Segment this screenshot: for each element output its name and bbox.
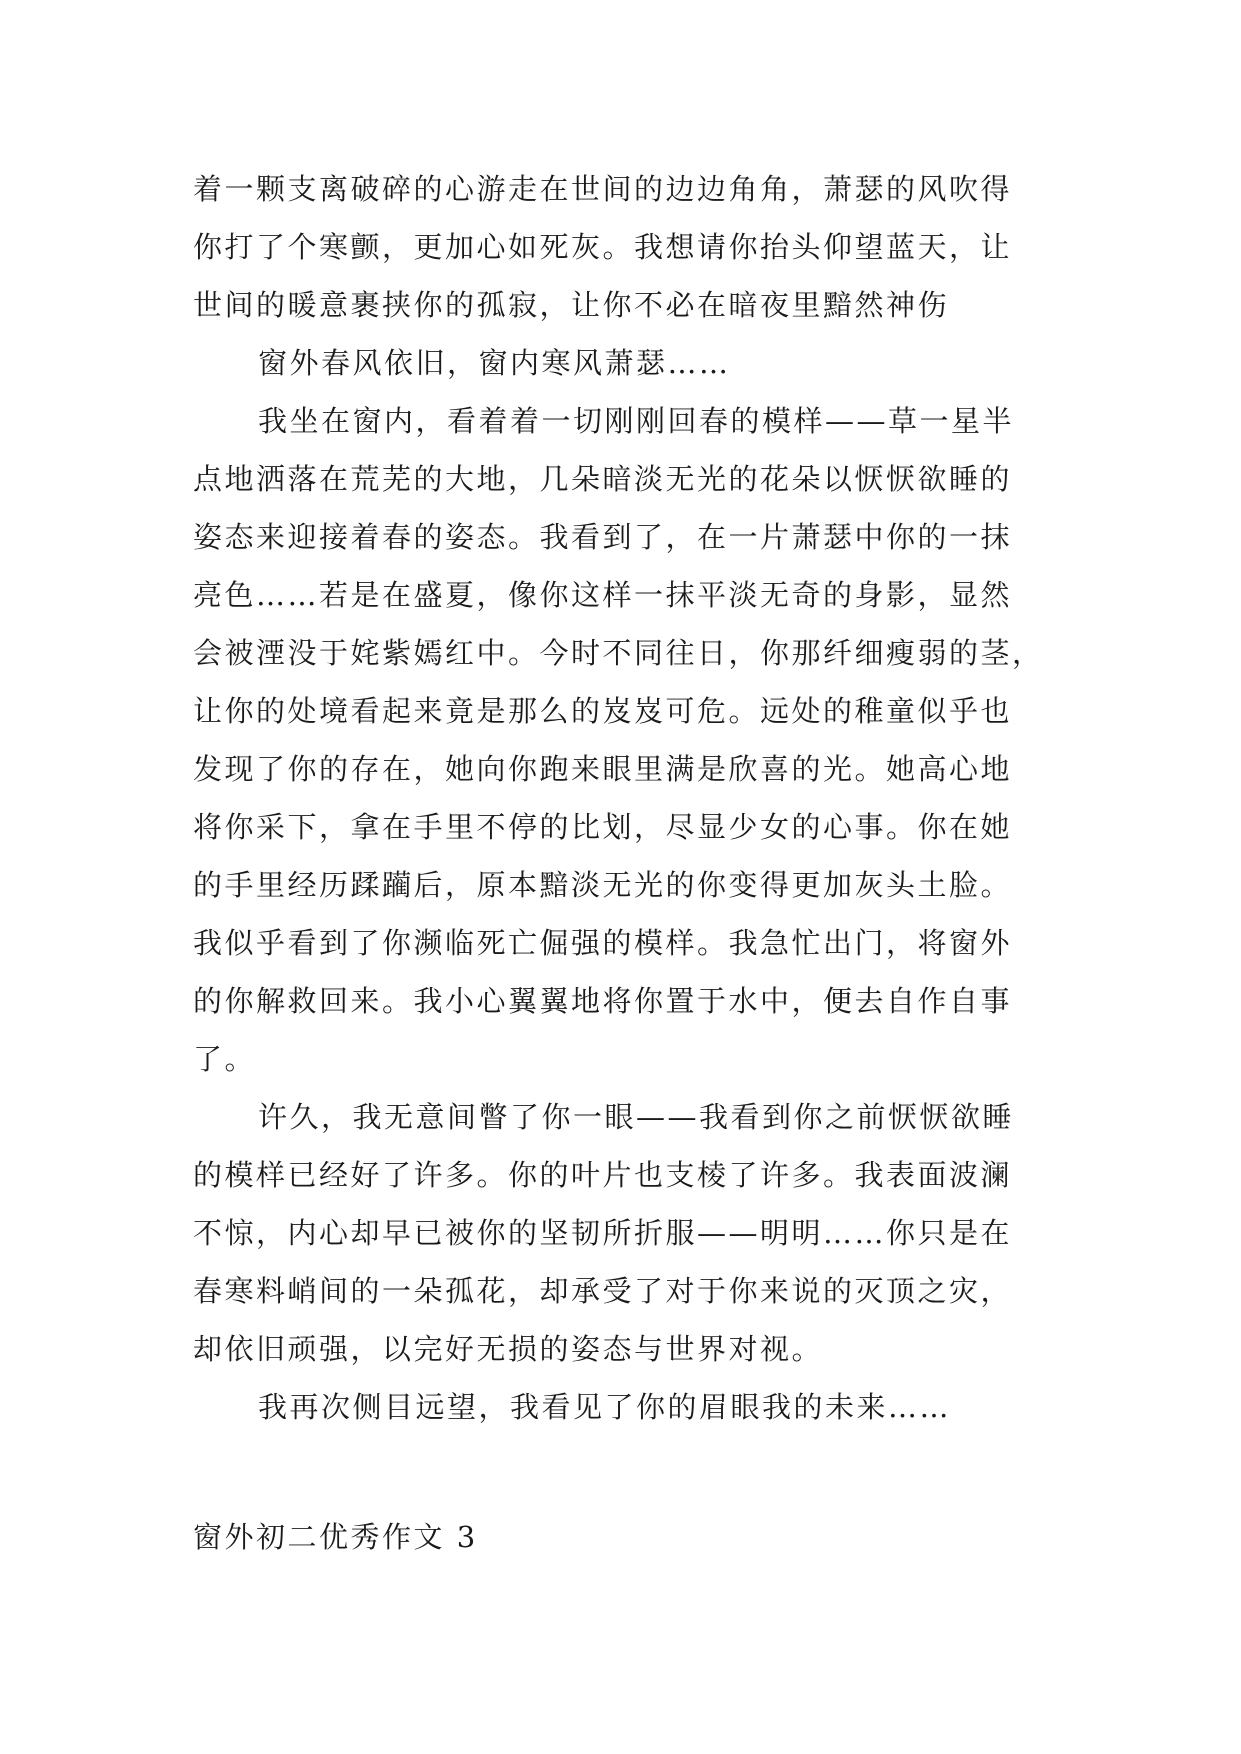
essay-body bbox=[193, 160, 1073, 1436]
text-line: 点地洒落在荒芜的大地，几朵暗淡无光的花朵以恹恹欲睡的 bbox=[193, 462, 1013, 496]
text-line: 窗外春风依旧，窗内寒风萧瑟…… bbox=[258, 346, 731, 380]
text-line: 的模样已经好了许多。你的叶片也支棱了许多。我表面波澜 bbox=[193, 1158, 1013, 1192]
text-line: 的手里经历蹂躏后，原本黯淡无光的你变得更加灰头土脸。 bbox=[193, 868, 1013, 902]
text-line: 不惊，内心却早已被你的坚韧所折服——明明……你只是在 bbox=[193, 1216, 1013, 1250]
text-line: 了。 bbox=[193, 1042, 257, 1076]
text-line: 我似乎看到了你濒临死亡倔强的模样。我急忙出门，将窗外 bbox=[193, 926, 1013, 960]
text-line: 让你的处境看起来竟是那么的岌岌可危。远处的稚童似乎也 bbox=[193, 694, 1013, 728]
text-line: 着一颗支离破碎的心游走在世间的边边角角，萧瑟的风吹得 bbox=[193, 172, 1013, 206]
text-line: 春寒料峭间的一朵孤花，却承受了对于你来说的灭顶之灾， bbox=[193, 1274, 1013, 1308]
text-line: 发现了你的存在，她向你跑来眼里满是欣喜的光。她高心地 bbox=[193, 752, 1013, 786]
section-title: 窗外初二优秀作文 3 bbox=[193, 1520, 478, 1554]
text-line: 却依旧顽强，以完好无损的姿态与世界对视。 bbox=[193, 1332, 824, 1366]
text-line: 我再次侧目远望，我看见了你的眉眼我的未来…… bbox=[258, 1390, 952, 1424]
text-line: 亮色……若是在盛夏，像你这样一抹平淡无奇的身影，显然 bbox=[193, 578, 1013, 612]
text-line: 的你解救回来。我小心翼翼地将你置于水中，便去自作自事 bbox=[193, 984, 1013, 1018]
text-line: 世间的暖意裹挟你的孤寂，让你不必在暗夜里黯然神伤 bbox=[193, 288, 950, 322]
text-line: 将你采下，拿在手里不停的比划，尽显少女的心事。你在她 bbox=[193, 810, 1013, 844]
text-line: 你打了个寒颤，更加心如死灰。我想请你抬头仰望蓝天，让 bbox=[193, 230, 1013, 264]
text-line: 姿态来迎接着春的姿态。我看到了，在一片萧瑟中你的一抹 bbox=[193, 520, 1013, 554]
text-line: 许久，我无意间瞥了你一眼——我看到你之前恹恹欲睡 bbox=[258, 1100, 1015, 1134]
text-line: 会被湮没于姹紫嫣红中。今时不同往日，你那纤细瘦弱的茎， bbox=[193, 636, 1044, 670]
text-line: 我坐在窗内，看着着一切刚刚回春的模样——草一星半 bbox=[258, 404, 1015, 438]
